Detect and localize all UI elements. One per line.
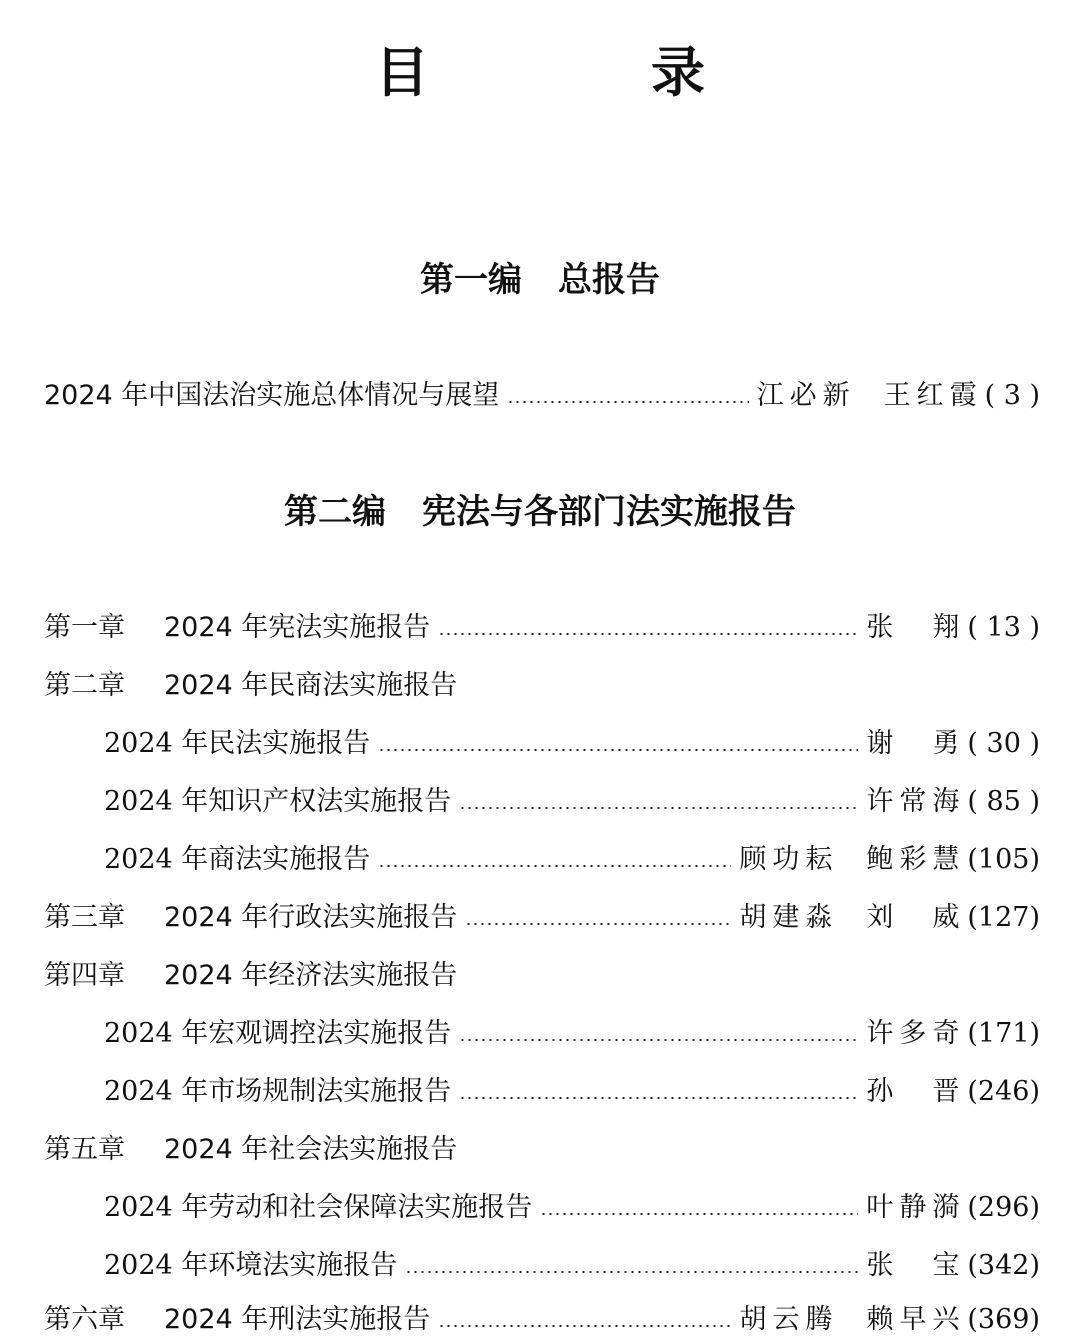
toc-entry[interactable] xyxy=(104,1246,1040,1286)
author: 胡云腾 xyxy=(739,1304,839,1335)
dot-leader xyxy=(378,865,731,867)
toc-entry[interactable] xyxy=(44,898,1040,938)
author: 鲍彩慧 xyxy=(866,844,966,875)
author: 顾功耘 xyxy=(739,844,839,875)
entry-page-number: (105) xyxy=(967,844,1040,875)
entry-title: 2024 年社会法实施报告 xyxy=(164,1134,458,1165)
entry-authors xyxy=(739,1300,965,1340)
entry-title: 2024 年劳动和社会保障法实施报告 xyxy=(104,1192,533,1223)
dot-leader xyxy=(438,633,858,635)
entry-title: 2024 年经济法实施报告 xyxy=(164,960,458,991)
dot-leader xyxy=(378,749,858,751)
dot-leader xyxy=(465,923,731,925)
dot-leader xyxy=(459,1039,858,1041)
author: 孙 晋 xyxy=(866,1076,966,1107)
entry-authors xyxy=(739,840,965,880)
entry-authors xyxy=(866,1246,965,1286)
entry-chapter: 第二章 xyxy=(44,670,125,701)
toc-entry[interactable] xyxy=(104,782,1040,822)
entry-page-number: (342) xyxy=(967,1250,1040,1281)
dot-leader xyxy=(438,1325,731,1327)
toc-entry[interactable] xyxy=(44,1130,1040,1170)
part-heading-1 xyxy=(0,258,1080,302)
entry-page-number: ( 3 ) xyxy=(984,380,1040,411)
entry-page-number: ( 30 ) xyxy=(967,728,1040,759)
entry-authors xyxy=(866,1188,965,1228)
toc-entry[interactable] xyxy=(104,1188,1040,1228)
entry-title: 2024 年中国法治实施总体情况与展望 xyxy=(44,380,500,411)
author: 许常海 xyxy=(866,786,966,817)
entry-authors xyxy=(866,608,965,648)
entry-title: 2024 年商法实施报告 xyxy=(104,844,371,875)
entry-title: 2024 年民商法实施报告 xyxy=(164,670,458,701)
page-title: 目 录 xyxy=(375,41,789,104)
entry-authors xyxy=(739,898,965,938)
dot-leader xyxy=(507,401,748,403)
entry-title: 2024 年刑法实施报告 xyxy=(164,1304,431,1335)
entry-chapter: 第五章 xyxy=(44,1134,125,1165)
author: 刘 威 xyxy=(866,902,966,933)
entry-chapter: 第四章 xyxy=(44,960,125,991)
entry-authors xyxy=(866,724,965,764)
entry-title: 2024 年知识产权法实施报告 xyxy=(104,786,452,817)
entry-page-number: ( 13 ) xyxy=(967,612,1040,643)
entry-authors xyxy=(757,376,983,416)
dot-leader xyxy=(405,1271,858,1273)
author: 胡建淼 xyxy=(739,902,839,933)
toc-entry[interactable] xyxy=(104,840,1040,880)
author: 许多奇 xyxy=(866,1018,966,1049)
entry-page-number: (296) xyxy=(967,1192,1040,1223)
toc-entry[interactable] xyxy=(104,1072,1040,1112)
part-heading-2 xyxy=(0,490,1080,534)
entry-page-number: (171) xyxy=(967,1018,1040,1049)
entry-authors xyxy=(866,1072,965,1112)
toc-entry[interactable] xyxy=(104,1014,1040,1054)
toc-entry[interactable] xyxy=(44,608,1040,648)
entry-chapter: 第三章 xyxy=(44,902,125,933)
entry-chapter: 第六章 xyxy=(44,1304,125,1335)
entry-page-number: (246) xyxy=(967,1076,1040,1107)
entry-title: 2024 年民法实施报告 xyxy=(104,728,371,759)
dot-leader xyxy=(459,807,858,809)
entry-page-number: ( 85 ) xyxy=(967,786,1040,817)
entry-page-number: (127) xyxy=(967,902,1040,933)
author: 张 宝 xyxy=(866,1250,966,1281)
part-label: 第一编 xyxy=(420,260,522,300)
entry-authors xyxy=(866,1014,965,1054)
entry-title: 2024 年环境法实施报告 xyxy=(104,1250,398,1281)
toc-entry[interactable] xyxy=(44,666,1040,706)
author: 叶静漪 xyxy=(866,1192,966,1223)
dot-leader xyxy=(459,1097,858,1099)
entry-chapter: 第一章 xyxy=(44,612,125,643)
author: 王红霞 xyxy=(883,380,983,411)
entry-title: 2024 年市场规制法实施报告 xyxy=(104,1076,452,1107)
part-name: 宪法与各部门法实施报告 xyxy=(422,492,796,532)
entry-title: 2024 年宏观调控法实施报告 xyxy=(104,1018,452,1049)
part-name: 总报告 xyxy=(558,260,660,300)
author: 张 翔 xyxy=(866,612,966,643)
author: 赖早兴 xyxy=(866,1304,966,1335)
entry-authors xyxy=(866,782,965,822)
author: 谢 勇 xyxy=(866,728,966,759)
dot-leader xyxy=(540,1213,858,1215)
entry-page-number: (369) xyxy=(967,1304,1040,1335)
toc-entry[interactable] xyxy=(104,724,1040,764)
entry-title: 2024 年行政法实施报告 xyxy=(164,902,458,933)
entry-title: 2024 年宪法实施报告 xyxy=(164,612,431,643)
toc-entry[interactable] xyxy=(44,1300,1040,1340)
toc-entry[interactable] xyxy=(44,956,1040,996)
part-label: 第二编 xyxy=(284,492,386,532)
author: 江必新 xyxy=(756,380,856,411)
toc-entry[interactable] xyxy=(44,376,1040,416)
